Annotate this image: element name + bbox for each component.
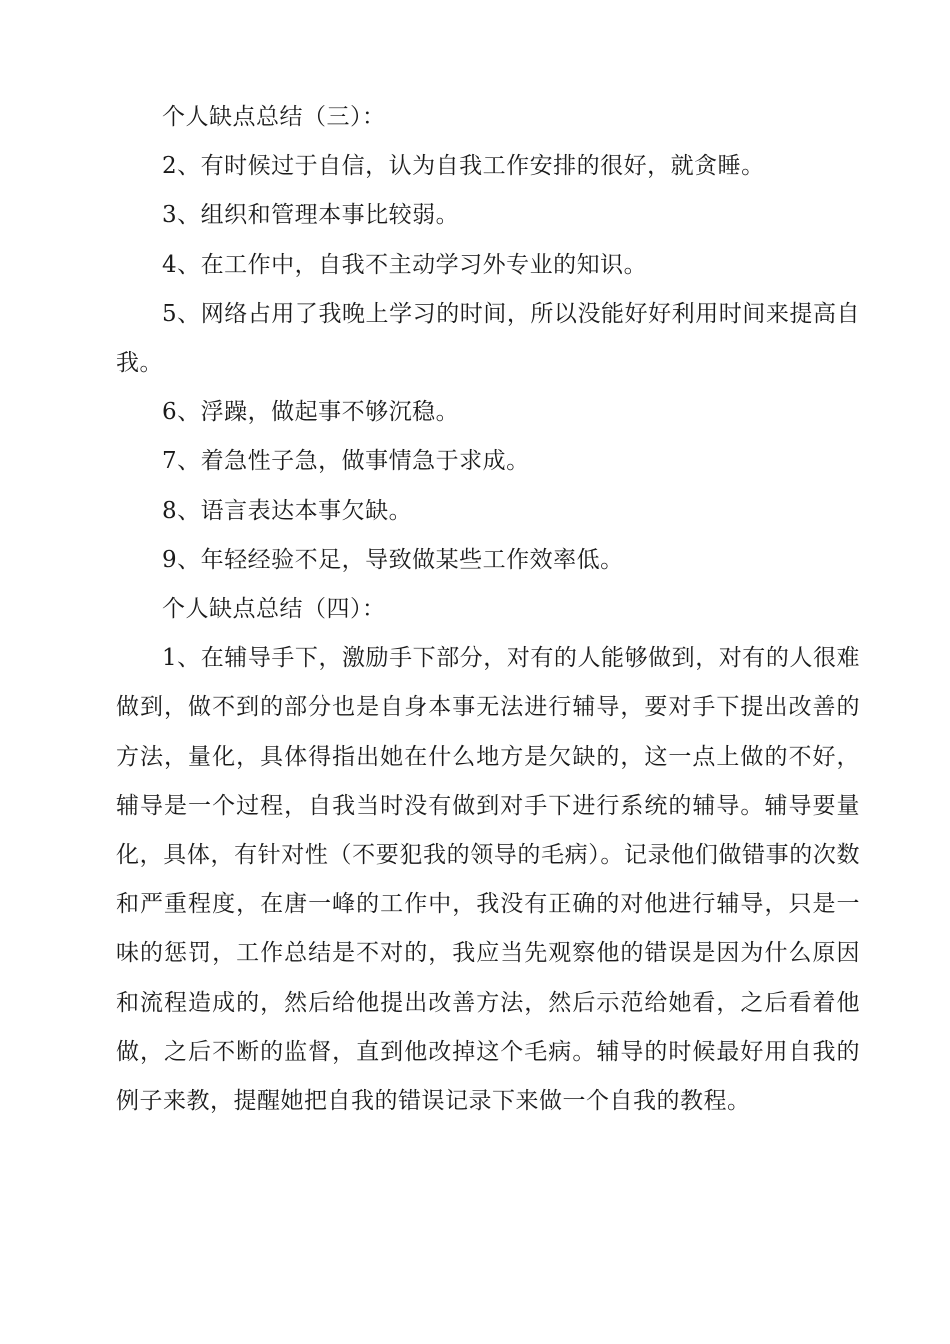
section-heading-3: 个人缺点总结（三）： (162, 104, 386, 130)
list-item: 4、在工作中，自我不主动学习外专业的知识。 (162, 251, 648, 278)
list-item: 3、组织和管理本事比较弱。 (162, 202, 460, 229)
list-item: 7、着急性子急，做事情急于求成。 (162, 448, 530, 475)
section-heading-4: 个人缺点总结（四）： (162, 596, 386, 623)
list-item: 5、网络占用了我晚上学习的时间，所以没能好好利用时间来提高自我。 (116, 300, 860, 377)
body-paragraph: 1、在辅导手下，激励手下部分，对有的人能够做到，对有的人很难做到，做不到的部分也是自身本事无法进行辅导，要对手下提出改善的方法，量化，具体得指出她在什么地方是欠缺的，这一点上做的不好，辅导是一个过程，自我当时没有做到对手下进行系统的辅导。辅导要量化，具体，有针对性（不要犯我的领导的毛病）。记录他们做错事的次数和严重程度，在唐一峰的工作中，我没有正确的对他进行辅导，只是一味的惩罚，工作总结是不对的，我应当先观察他的错误是因为什么原因和流程造成的，然后给他提出改善方法，然后示范给她看，之后看着他做，之后不断的监督，直到他改掉这个毛病。辅导的时候最好用自我的例子来教，提醒她把自我的错误记录下来做一个自我的教程。 (116, 645, 860, 1115)
list-item: 9、年轻经验不足，导致做某些工作效率低。 (162, 546, 624, 573)
list-item: 8、语言表达本事欠缺。 (162, 497, 413, 524)
document-body (116, 93, 860, 1126)
list-item: 6、浮躁，做起事不够沉稳。 (162, 399, 460, 426)
list-item: 2、有时候过于自信，认为自我工作安排的很好，就贪睡。 (162, 153, 765, 180)
